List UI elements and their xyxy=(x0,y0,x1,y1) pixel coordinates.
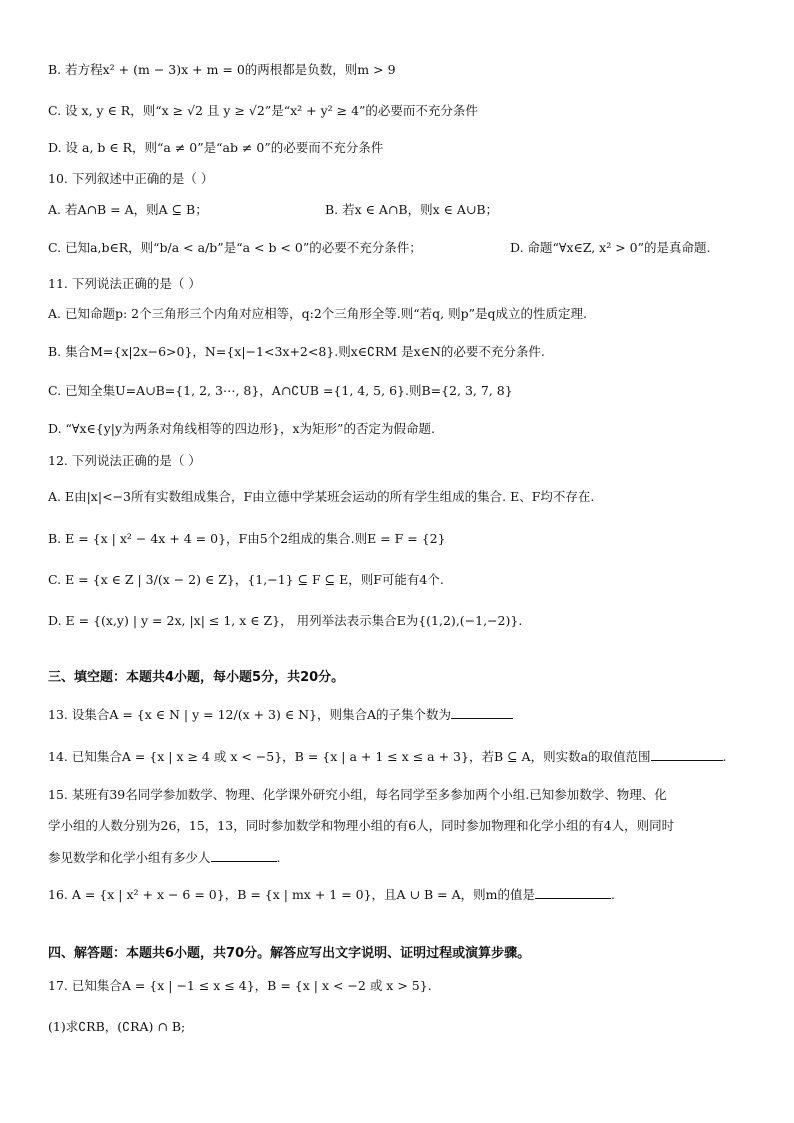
question-15-line-2: 学小组的人数分别为26，15，13，同时参加数学和物理小组的有6人，同时参加物理和化学小组的有4人，则同时 xyxy=(48,818,675,833)
question-15-text: 参见数学和化学小组有多少人 xyxy=(48,850,211,865)
option-9b: B. 若方程x² + (m − 3)x + m = 0的两根都是负数，则m > 9 xyxy=(48,62,396,77)
option-10a: A. 若A∩B = A，则A ⊆ B； xyxy=(48,202,208,217)
question-15-line-3 xyxy=(48,849,281,865)
option-9c: C. 设 x, y ∈ R，则“x ≥ √2 且 y ≥ √2”是“x² + y² ≥ 4”的必要而不充分条件 xyxy=(48,103,478,118)
question-17-part-1: (1)求∁RB，(∁RA) ∩ B; xyxy=(48,1019,186,1034)
period: . xyxy=(611,887,615,902)
question-16 xyxy=(48,886,615,902)
question-13-text: 13. 设集合A = {x ∈ N | y = 12/(x + 3) ∈ N}，则集合A的子集个数为 xyxy=(48,707,451,722)
answer-blank-14[interactable] xyxy=(651,748,723,761)
section-3-heading: 三、填空题：本题共4小题，每小题5分，共20分。 xyxy=(48,670,345,685)
question-11: 11. 下列说法正确的是（ ） xyxy=(48,276,201,291)
option-10d: D. 命题“∀x∈Z, x² > 0”的是真命题. xyxy=(510,240,711,255)
question-13 xyxy=(48,706,513,722)
option-12d: D. E = {(x,y) | y = 2x, |x| ≤ 1, x ∈ Z}， 用列举法表示集合E为{(1,2),(−1,−2)}. xyxy=(48,613,523,628)
answer-blank-15[interactable] xyxy=(211,849,277,862)
question-15-line-1: 15. 某班有39名同学参加数学、物理、化学课外研究小组，每名同学至多参加两个小组.已知参加数学、物理、化 xyxy=(48,787,667,802)
question-17: 17. 已知集合A = {x | −1 ≤ x ≤ 4}，B = {x | x < −2 或 x > 5}. xyxy=(48,978,432,993)
option-9d: D. 设 a, b ∈ R，则“a ≠ 0”是“ab ≠ 0”的必要而不充分条件 xyxy=(48,140,384,155)
period: . xyxy=(276,850,281,865)
section-4-heading: 四、解答题：本题共6小题，共70分。解答应写出文字说明、证明过程或演算步骤。 xyxy=(48,946,531,961)
option-10b: B. 若x ∈ A∩B，则x ∈ A∪B； xyxy=(325,202,499,217)
option-10c: C. 已知a,b∈R，则“b/a < a/b”是“a < b < 0”的必要不充分条件； xyxy=(48,240,422,255)
option-11c: C. 已知全集U=A∪B={1, 2, 3⋯, 8}，A∩∁UB ={1, 4, 5, 6}.则B={2, 3, 7, 8} xyxy=(48,383,513,398)
question-14 xyxy=(48,748,727,764)
question-10: 10. 下列叙述中正确的是（ ） xyxy=(48,171,214,186)
option-11d: D. “∀x∈{y|y为两条对角线相等的四边形}，x为矩形”的否定为假命题. xyxy=(48,421,435,436)
option-11a: A. 已知命题p: 2个三角形三个内角对应相等，q:2个三角形全等.则“若q, 则p”是q成立的性质定理. xyxy=(48,306,587,321)
option-11b: B. 集合M={x|2x−6>0}，N={x|−1<3x+2<8}.则x∈∁RM 是x∈N的必要不充分条件. xyxy=(48,344,545,359)
option-12b: B. E = {x | x² − 4x + 4 = 0}，F由5个2组成的集合.则E = F = {2} xyxy=(48,531,446,546)
question-12: 12. 下列说法正确的是（ ） xyxy=(48,453,201,468)
question-14-text: 14. 已知集合A = {x | x ≥ 4 或 x < −5}，B = {x | a + 1 ≤ x ≤ a + 3}，若B ⊆ A，则实数a的取值范围 xyxy=(48,749,651,764)
period: . xyxy=(722,749,727,764)
option-12a: A. E由|x|<−3所有实数组成集合，F由立德中学某班会运动的所有学生组成的集合. E、F均不存在. xyxy=(48,489,595,504)
question-16-text: 16. A = {x | x² + x − 6 = 0}，B = {x | mx + 1 = 0}，且A ∪ B = A，则m的值是 xyxy=(48,887,535,902)
answer-blank-13[interactable] xyxy=(451,706,513,719)
option-12c: C. E = {x ∈ Z | 3/(x − 2) ∈ Z}，{1,−1} ⊆ F ⊆ E，则F可能有4个. xyxy=(48,572,444,587)
answer-blank-16[interactable] xyxy=(535,886,611,899)
